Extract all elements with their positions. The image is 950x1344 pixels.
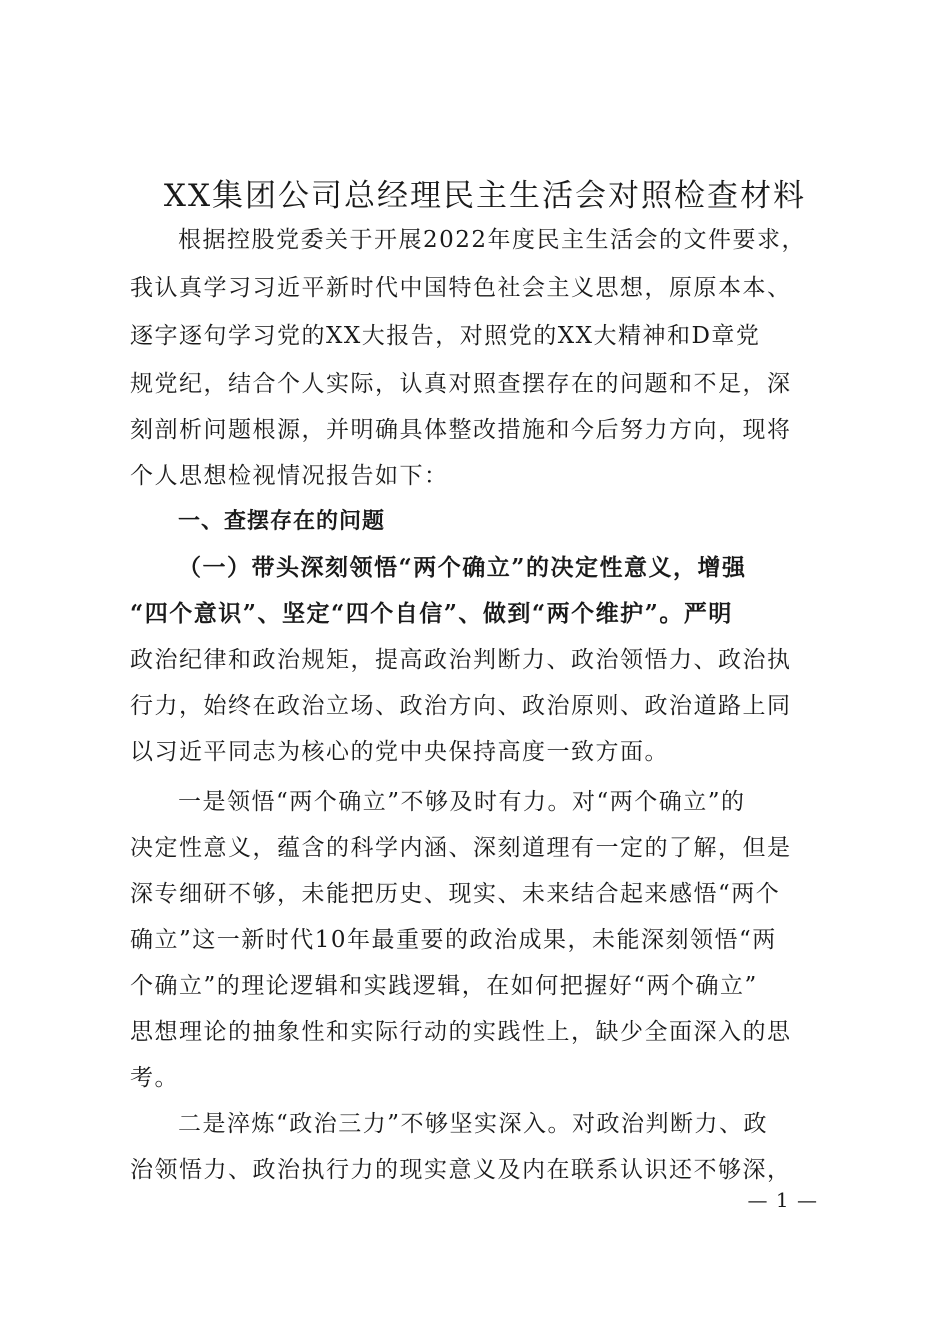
subsection-heading-line: （一）带头深刻领悟“两个确立”的决定性意义，增强	[178, 554, 747, 581]
paragraph-line: 行力，始终在政治立场、政治方向、政治原则、政治道路上同	[130, 693, 792, 719]
paragraph-line: 确立”这一新时代10年最重要的政治成果，未能深刻领悟“两	[130, 927, 777, 953]
section-heading: 一、查摆存在的问题	[178, 509, 386, 534]
paragraph-line: 刻剖析问题根源，并明确具体整改措施和今后努力方向，现将	[130, 417, 792, 443]
paragraph-line: 思想理论的抽象性和实际行动的实践性上，缺少全面深入的思	[130, 1019, 792, 1045]
paragraph-line: 规党纪，结合个人实际，认真对照查摆存在的问题和不足，深	[130, 371, 792, 397]
paragraph-line: 考。	[130, 1065, 179, 1091]
paragraph-line: 根据控股党委关于开展2022年度民主生活会的文件要求，	[178, 227, 807, 253]
paragraph-line: 二是淬炼“政治三力”不够坚实深入。对政治判断力、政	[178, 1111, 769, 1137]
paragraph-line: 治领悟力、政治执行力的现实意义及内在联系认识还不够深，	[130, 1157, 792, 1183]
paragraph-line: 深专细研不够，未能把历史、现实、未来结合起来感悟“两个	[130, 881, 781, 907]
paragraph-line: 个确立”的理论逻辑和实践逻辑，在如何把握好“两个确立”	[130, 973, 758, 999]
page-number: — 1 —	[747, 1188, 818, 1212]
paragraph-line: 我认真学习习近平新时代中国特色社会主义思想，原原本本、	[130, 275, 792, 301]
paragraph-line: 逐字逐句学习党的XX大报告，对照党的XX大精神和D章党	[130, 323, 761, 349]
paragraph-line: 个人思想检视情况报告如下：	[130, 463, 449, 489]
paragraph-line: 政治纪律和政治规矩，提高政治判断力、政治领悟力、政治执	[130, 647, 792, 673]
paragraph-line: 决定性意义，蕴含的科学内涵、深刻道理有一定的了解，但是	[130, 835, 792, 861]
paragraph-line: 一是领悟“两个确立”不够及时有力。对“两个确立”的	[178, 789, 746, 815]
document-title: XX集团公司总经理民主生活会对照检查材料	[163, 178, 807, 214]
subsection-heading-line: “四个意识”、坚定“四个自信”、做到“两个维护”。严明	[130, 600, 733, 627]
paragraph-line: 以习近平同志为核心的党中央保持高度一致方面。	[130, 739, 669, 765]
